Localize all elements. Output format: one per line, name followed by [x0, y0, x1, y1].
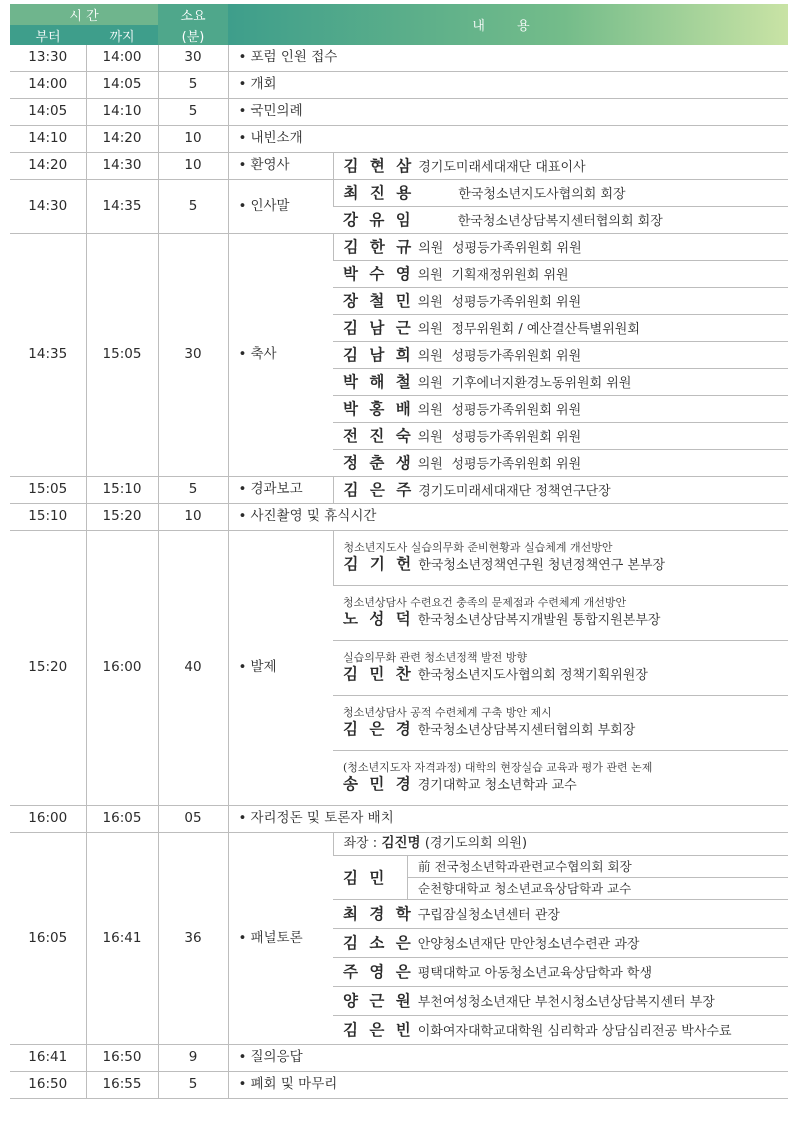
- panelist-role: 순천향대학교 청소년교육상담학과 교수: [418, 881, 632, 896]
- speaker-role: 기후에너지환경노동위원회 위원: [451, 375, 632, 391]
- speaker-role: 한국청소년상담복지센터협의회 회장: [457, 213, 663, 229]
- table-row: [10, 180, 788, 207]
- speaker-name: 정 춘 생: [343, 452, 414, 472]
- speaker: [333, 315, 788, 342]
- end-time: 14:20: [86, 126, 158, 153]
- duration: 5: [158, 180, 228, 234]
- speaker-role: 경기도미래세대재단 대표이사: [418, 159, 586, 175]
- duration: 36: [158, 833, 228, 1045]
- panelist-name: 양 근 원: [343, 990, 414, 1010]
- time-header: 시 간: [10, 4, 158, 25]
- table-row: [10, 806, 788, 833]
- program-item: • 폐회 및 마무리: [228, 1072, 788, 1099]
- duration-header-unit: (분): [158, 25, 228, 45]
- presenter-name: 김 은 경: [343, 718, 414, 738]
- moderator-name: 김진명: [381, 835, 421, 852]
- speaker-title: 의원: [417, 402, 443, 418]
- presentation: [333, 696, 788, 751]
- moderator-label: 좌장 :: [343, 836, 378, 852]
- speaker-name: 김 한 규: [343, 236, 415, 256]
- presenter-name: 송 민 경: [343, 773, 414, 793]
- program-schedule-page: [0, 4, 794, 1127]
- presentation: [333, 531, 788, 586]
- duration-header: [158, 4, 228, 25]
- table-row: [10, 72, 788, 99]
- duration: 10: [158, 504, 228, 531]
- panelist-role: 구립잠실청소년센터 관장: [417, 907, 560, 923]
- panelist: [333, 929, 788, 958]
- presenter-role: 한국청소년지도사협의회 정책기획위원장: [417, 667, 648, 683]
- speaker-title: 의원: [417, 429, 443, 445]
- start-time: 15:10: [10, 504, 86, 531]
- speaker-title: 의원: [417, 456, 443, 472]
- speaker-name: 박 해 철: [343, 371, 414, 391]
- duration: 9: [158, 1045, 228, 1072]
- speaker-role: 성평등가족위원회 위원: [451, 240, 582, 256]
- start-time: 14:10: [10, 126, 86, 153]
- speaker-title: 의원: [417, 294, 443, 310]
- presentation: [333, 751, 788, 806]
- end-time: 16:55: [86, 1072, 158, 1099]
- table-row: [10, 234, 788, 261]
- start-time: 16:41: [10, 1045, 86, 1072]
- start-time: 14:05: [10, 99, 86, 126]
- presentation-topic: 청소년지도사 실습의무화 준비현황과 실습체계 개선방안: [343, 541, 613, 555]
- speaker-name: 전 진 숙: [343, 425, 414, 445]
- speaker: [333, 450, 788, 477]
- panelist: [333, 856, 788, 900]
- from-header: 부터: [10, 25, 86, 45]
- program-item: • 사진촬영 및 휴식시간: [228, 504, 788, 531]
- program-item: • 국민의례: [228, 99, 788, 126]
- table-row: [10, 833, 788, 856]
- program-item: • 내빈소개: [228, 126, 788, 153]
- start-time: 14:00: [10, 72, 86, 99]
- program-item: • 개회: [228, 72, 788, 99]
- speaker-title: 의원: [417, 267, 443, 283]
- end-time: 15:10: [86, 477, 158, 504]
- panelist-role: 이화여자대학교대학원 심리학과 상담심리전공 박사수료: [417, 1023, 732, 1039]
- speaker: [333, 423, 788, 450]
- speaker-role: 성평등가족위원회 위원: [451, 348, 582, 364]
- speaker-role: 성평등가족위원회 위원: [451, 456, 582, 472]
- start-time: 14:20: [10, 153, 86, 180]
- speaker-name: 박 수 영: [343, 263, 414, 283]
- moderator-role: (경기도의회 의원): [424, 836, 528, 852]
- speaker: [333, 153, 788, 180]
- presenter-role: 경기대학교 청소년학과 교수: [417, 777, 577, 793]
- speaker: [333, 288, 788, 315]
- end-time: 14:05: [86, 72, 158, 99]
- table-row: [10, 504, 788, 531]
- table-row: [10, 45, 788, 72]
- presentation-topic: (청소년지도자 자격과정) 대학의 현장실습 교육과 평가 관련 논제: [343, 761, 653, 775]
- start-time: 14:30: [10, 180, 86, 234]
- speaker: [333, 234, 788, 261]
- table-row: [10, 531, 788, 586]
- end-time: 15:05: [86, 234, 158, 477]
- panelist-role: 부천여성청소년재단 부천시청소년상담복지센터 부장: [417, 994, 715, 1010]
- duration: 5: [158, 72, 228, 99]
- program-item: • 포럼 인원 접수: [228, 45, 788, 72]
- presentation-topic: 청소년상담사 수련요건 충족의 문제점과 수련체계 개선방안: [343, 596, 627, 610]
- end-time: 14:30: [86, 153, 158, 180]
- end-time: 14:35: [86, 180, 158, 234]
- presentation-topic: 실습의무화 관련 청소년정책 발전 방향: [343, 651, 528, 665]
- speaker: [333, 369, 788, 396]
- start-time: 16:00: [10, 806, 86, 833]
- start-time: 15:05: [10, 477, 86, 504]
- duration: 10: [158, 126, 228, 153]
- program-item: • 질의응답: [228, 1045, 788, 1072]
- program-item: • 인사말: [228, 180, 333, 234]
- table-row: [10, 99, 788, 126]
- speaker-role: 성평등가족위원회 위원: [451, 402, 582, 418]
- panelist-name: 최 경 학: [343, 903, 414, 923]
- to-header: 까지: [86, 25, 158, 45]
- moderator: [333, 833, 788, 856]
- speaker-role: 정무위원회 / 예산결산특별위원회: [451, 321, 640, 337]
- program-item: • 발제: [228, 531, 333, 806]
- panelist-name: 주 영 은: [343, 961, 414, 981]
- speaker-name: 장 철 민: [343, 290, 414, 310]
- duration: 5: [158, 477, 228, 504]
- panelist-name: 김 민: [343, 867, 388, 887]
- panelist-name: 김 소 은: [343, 932, 414, 952]
- speaker-title: 의원: [417, 375, 443, 391]
- start-time: 15:20: [10, 531, 86, 806]
- presenter-role: 한국청소년상담복지센터협의회 부회장: [417, 722, 636, 738]
- program-item: • 경과보고: [228, 477, 333, 504]
- start-time: 16:50: [10, 1072, 86, 1099]
- panelist: [333, 1016, 788, 1045]
- duration-header-top: 소요: [180, 9, 206, 24]
- speaker: [333, 207, 788, 234]
- program-item: • 패널토론: [228, 833, 333, 1045]
- table-row: [10, 477, 788, 504]
- speaker-name: 김 남 희: [343, 344, 414, 364]
- presenter-name: 김 민 찬: [343, 663, 414, 683]
- presenter-name: 노 성 덕: [343, 608, 414, 628]
- duration: 05: [158, 806, 228, 833]
- speaker-name: 김 은 주: [343, 479, 415, 499]
- program-item: • 자리정돈 및 토론자 배치: [228, 806, 788, 833]
- program-item: • 환영사: [228, 153, 333, 180]
- speaker-name: 최 진 용: [343, 182, 415, 202]
- panelist-name: 김 은 빈: [343, 1019, 414, 1039]
- start-time: 16:05: [10, 833, 86, 1045]
- end-time: 15:20: [86, 504, 158, 531]
- schedule-table: [10, 4, 788, 1099]
- table-row: [10, 1045, 788, 1072]
- content-header: 내 용: [228, 4, 788, 45]
- speaker: [333, 396, 788, 423]
- speaker-name: 강 유 임: [343, 209, 414, 229]
- panelist: [333, 958, 788, 987]
- duration: 5: [158, 99, 228, 126]
- speaker-name: 김 남 근: [343, 317, 414, 337]
- table-row: [10, 1072, 788, 1099]
- speaker: [333, 477, 788, 504]
- presenter-role: 한국청소년상담복지개발원 통합지원본부장: [417, 612, 661, 628]
- duration: 40: [158, 531, 228, 806]
- presenter-role: 한국청소년정책연구원 청년정책연구 본부장: [418, 557, 666, 573]
- speaker-role: 성평등가족위원회 위원: [451, 429, 582, 445]
- speaker: [333, 261, 788, 288]
- speaker-title: 의원: [418, 240, 444, 256]
- end-time: 16:05: [86, 806, 158, 833]
- speaker-title: 의원: [417, 348, 443, 364]
- table-row: [10, 126, 788, 153]
- panelist-role: 前 전국청소년학과관련교수협의회 회장: [408, 856, 788, 878]
- presentation-topic: 청소년상담사 공적 수련체계 구축 방안 제시: [343, 706, 552, 720]
- end-time: 16:41: [86, 833, 158, 1045]
- panelist-role: 평택대학교 아동청소년교육상담학과 학생: [417, 965, 653, 981]
- duration: 5: [158, 1072, 228, 1099]
- speaker-role: 기획재정위원회 위원: [451, 267, 569, 283]
- duration: 10: [158, 153, 228, 180]
- presenter-name: 김 기 헌: [343, 553, 415, 573]
- start-time: 13:30: [10, 45, 86, 72]
- table-row: [10, 153, 788, 180]
- panelist: [333, 987, 788, 1016]
- speaker-role: 경기도미래세대재단 정책연구단장: [418, 483, 611, 499]
- panelist-role: 안양청소년재단 만안청소년수련관 과장: [417, 936, 640, 952]
- speaker: [333, 342, 788, 369]
- start-time: 14:35: [10, 234, 86, 477]
- panelist: [333, 900, 788, 929]
- program-item: • 축사: [228, 234, 333, 477]
- duration: 30: [158, 45, 228, 72]
- presentation: [333, 586, 788, 641]
- speaker: [333, 180, 788, 207]
- end-time: 16:50: [86, 1045, 158, 1072]
- speaker-role: 한국청소년지도사협의회 회장: [458, 186, 626, 202]
- duration: 30: [158, 234, 228, 477]
- end-time: 14:00: [86, 45, 158, 72]
- speaker-name: 박 홍 배: [343, 398, 414, 418]
- end-time: 14:10: [86, 99, 158, 126]
- speaker-name: 김 현 삼: [343, 155, 415, 175]
- presentation: [333, 641, 788, 696]
- speaker-role: 성평등가족위원회 위원: [451, 294, 582, 310]
- speaker-title: 의원: [417, 321, 443, 337]
- end-time: 16:00: [86, 531, 158, 806]
